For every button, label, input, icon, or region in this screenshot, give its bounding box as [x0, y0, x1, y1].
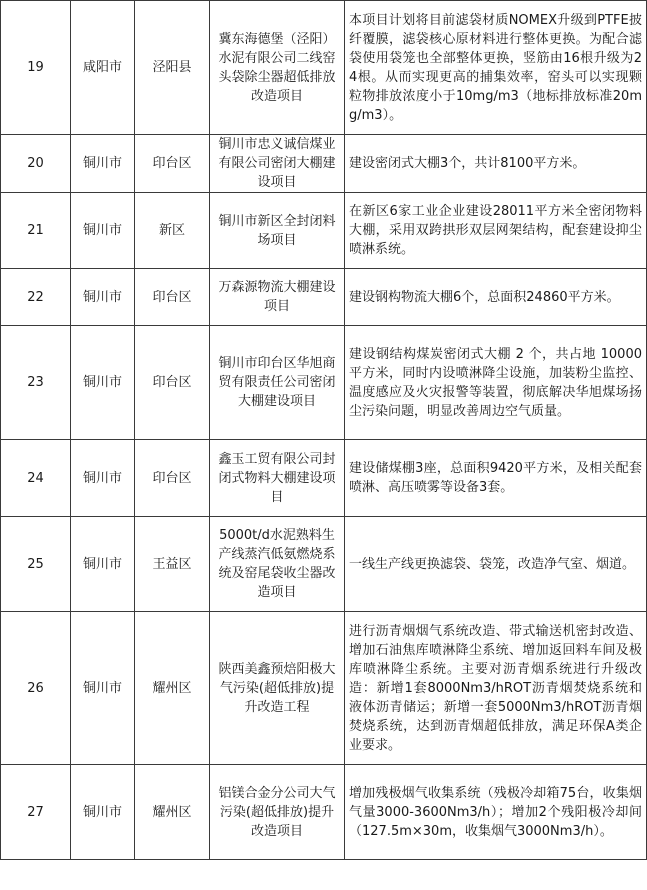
project-content-cell: 建设钢构物流大棚6个，总面积24860平方米。 — [345, 269, 647, 326]
project-name-cell: 铜川市新区全封闭料场项目 — [210, 193, 345, 269]
project-name-cell: 冀东海德堡（泾阳）水泥有限公司二线窑头袋除尘器超低排放改造项目 — [210, 1, 345, 135]
project-content-cell: 一线生产线更换滤袋、袋笼，改造净气室、烟道。 — [345, 517, 647, 612]
row-number: 27 — [1, 765, 71, 860]
project-name-cell: 陕西美鑫预焙阳极大气污染(超低排放)提升改造工程 — [210, 612, 345, 765]
district-cell: 泾阳县 — [135, 1, 210, 135]
city-cell: 铜川市 — [71, 612, 135, 765]
district-cell: 印台区 — [135, 440, 210, 517]
table-row — [1, 517, 647, 612]
project-content-cell: 进行沥青烟烟气系统改造、带式输送机密封改造、增加石油焦库喷淋降尘系统、增加返回料车间及极库喷淋降尘系统。主要对沥青烟系统进行升级改造：新增1套8000Nm3/hROT沥青烟焚烧系统和液体沥青储运；新增一套5000Nm3/hROT沥青烟焚烧系统，达到沥青烟超低排放，满足环保A类企业要求。 — [345, 612, 647, 765]
project-name-cell: 鑫玉工贸有限公司封闭式物料大棚建设项目 — [210, 440, 345, 517]
district-cell: 印台区 — [135, 269, 210, 326]
district-cell: 印台区 — [135, 135, 210, 193]
table-row — [1, 193, 647, 269]
city-cell: 铜川市 — [71, 440, 135, 517]
table-row — [1, 440, 647, 517]
project-content-cell: 本项目计划将目前滤袋材质NOMEX升级到PTFE披纤覆膜，滤袋核心原材料进行整体更换。为配合滤袋使用袋笼也全部整体更换，竖筋由16根升级为24根。从而实现更高的捕集效率，窑头可以实现颗粒物排放浓度小于10mg/m3（地标排放标准20mg/m3）。 — [345, 1, 647, 135]
table-row — [1, 326, 647, 440]
row-number: 20 — [1, 135, 71, 193]
project-name-cell: 铝镁合金分公司大气污染(超低排放)提升改造项目 — [210, 765, 345, 860]
city-cell: 铜川市 — [71, 765, 135, 860]
row-number: 22 — [1, 269, 71, 326]
district-cell: 印台区 — [135, 326, 210, 440]
city-cell: 铜川市 — [71, 135, 135, 193]
row-number: 25 — [1, 517, 71, 612]
table-row — [1, 135, 647, 193]
table-row — [1, 612, 647, 765]
table-row — [1, 765, 647, 860]
district-cell: 王益区 — [135, 517, 210, 612]
project-name-cell: 铜川市印台区华旭商贸有限责任公司密闭大棚建设项目 — [210, 326, 345, 440]
district-cell: 耀州区 — [135, 765, 210, 860]
project-content-cell: 在新区6家工业企业建设28011平方米全密闭物料大棚，采用双跨拱形双层网架结构，配套建设抑尘喷淋系统。 — [345, 193, 647, 269]
city-cell: 铜川市 — [71, 269, 135, 326]
row-number: 26 — [1, 612, 71, 765]
project-name-cell: 5000t/d水泥熟料生产线蒸汽低氨燃烧系统及窑尾袋收尘器改造项目 — [210, 517, 345, 612]
row-number: 23 — [1, 326, 71, 440]
table-row — [1, 1, 647, 135]
project-name-cell: 万森源物流大棚建设项目 — [210, 269, 345, 326]
row-number: 19 — [1, 1, 71, 135]
row-number: 21 — [1, 193, 71, 269]
city-cell: 咸阳市 — [71, 1, 135, 135]
city-cell: 铜川市 — [71, 517, 135, 612]
district-cell: 新区 — [135, 193, 210, 269]
city-cell: 铜川市 — [71, 326, 135, 440]
project-content-cell: 增加残极烟气收集系统（残极冷却箱75台，收集烟气量3000-3600Nm3/h）；增加2个残阳极冷却间（127.5m×30m，收集烟气3000Nm3/h）。 — [345, 765, 647, 860]
table-row — [1, 269, 647, 326]
district-cell: 耀州区 — [135, 612, 210, 765]
project-content-cell: 建设钢结构煤炭密闭式大棚 2 个，共占地 10000 平方米，同时内设喷淋降尘设施，加装粉尘监控、温度感应及火灾报警等装置，彻底解决华旭煤场扬尘污染问题，明显改善周边空气质量。 — [345, 326, 647, 440]
row-number: 24 — [1, 440, 71, 517]
project-content-cell: 建设密闭式大棚3个，共计8100平方米。 — [345, 135, 647, 193]
city-cell: 铜川市 — [71, 193, 135, 269]
project-name-cell: 铜川市忠义诚信煤业有限公司密闭大棚建设项目 — [210, 135, 345, 193]
project-content-cell: 建设储煤棚3座，总面积9420平方米，及相关配套喷淋、高压喷雾等设备3套。 — [345, 440, 647, 517]
